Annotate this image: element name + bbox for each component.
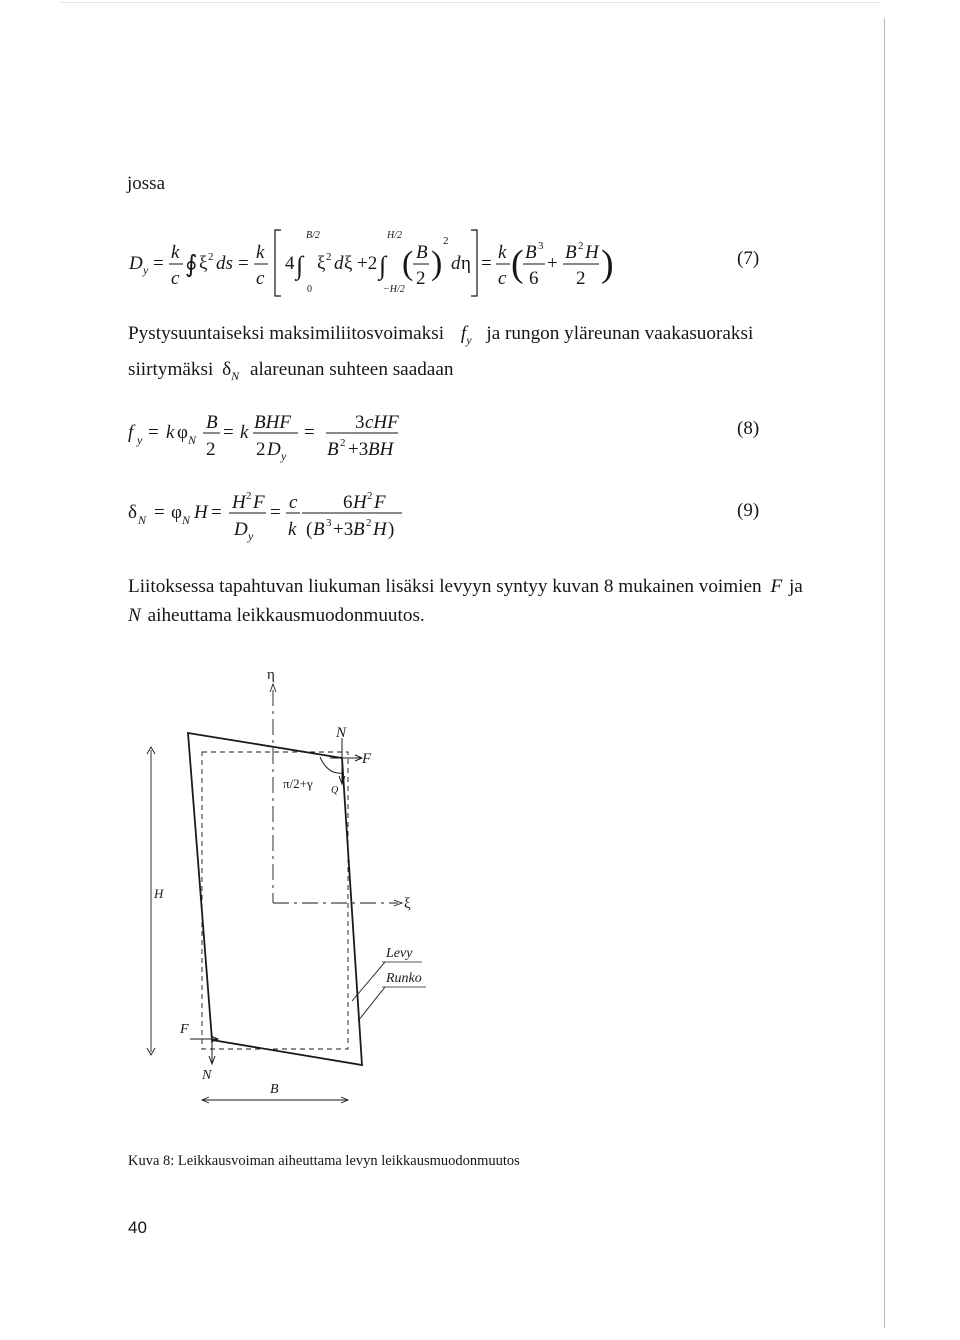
label-B: B	[270, 1082, 279, 1097]
svg-text:B: B	[565, 242, 577, 263]
page-top-edge	[60, 2, 880, 3]
svg-text:2: 2	[367, 490, 373, 502]
symbol-delta: δ	[222, 358, 232, 380]
svg-text:2: 2	[340, 437, 346, 449]
equation-9	[126, 480, 526, 550]
svg-text:3: 3	[538, 240, 544, 252]
svg-text:=: =	[148, 422, 159, 443]
svg-text:F: F	[253, 492, 265, 513]
deformed-plate	[188, 733, 362, 1065]
label-eta: η	[267, 667, 275, 683]
svg-text:BHF: BHF	[254, 412, 291, 433]
svg-text:=: =	[154, 502, 165, 523]
svg-text:y: y	[143, 263, 149, 277]
svg-text:2: 2	[246, 490, 252, 502]
svg-text:H: H	[585, 242, 599, 263]
paragraph-1-line-1: Pystysuuntaiseksi maksimiliitosvoimaksi	[128, 323, 445, 344]
label-F-top: F	[362, 751, 372, 767]
svg-text:D: D	[234, 519, 248, 540]
svg-text:cHF: cHF	[365, 412, 399, 433]
svg-text:H: H	[194, 502, 208, 523]
svg-text:y: y	[137, 433, 143, 447]
symbol-f: f	[460, 323, 467, 344]
runko-leader	[358, 987, 385, 1021]
svg-text:N: N	[138, 513, 147, 527]
svg-text:f: f	[128, 422, 134, 443]
svg-text:0: 0	[307, 284, 312, 295]
svg-text:B/2: B/2	[306, 230, 320, 241]
svg-text:ξ: ξ	[344, 253, 353, 274]
svg-text:4: 4	[285, 253, 295, 274]
svg-text:=: =	[304, 422, 315, 443]
svg-text:(: (	[306, 519, 313, 540]
paragraph-2-line-1: Liitoksessa tapahtuvan liukuman lisäksi levyyn syntyy kuvan 8 mukainen voimien	[128, 576, 762, 597]
undeformed-outline	[202, 752, 348, 1049]
svg-text:c: c	[171, 268, 180, 289]
paragraph-1	[128, 319, 808, 391]
page-number: 40	[128, 1218, 147, 1237]
svg-text:d: d	[334, 253, 344, 274]
svg-text:2: 2	[443, 235, 449, 247]
paragraph-1-line-1-rest: ja rungon yläreunan vaakasuoraksi	[486, 323, 754, 344]
equation-9-number: (9)	[737, 500, 760, 521]
svg-text:+3: +3	[348, 439, 369, 460]
svg-text:c: c	[498, 268, 507, 289]
svg-text:H: H	[232, 492, 246, 513]
svg-text:d: d	[451, 253, 461, 274]
svg-text:2: 2	[576, 268, 586, 289]
svg-text:N: N	[188, 433, 197, 447]
paragraph-1-line-2-rest: alareunan suhteen saadaan	[249, 358, 454, 380]
svg-text:): )	[388, 519, 395, 540]
svg-text:D: D	[129, 253, 143, 274]
figure-caption: Kuva 8: Leikkausvoiman aiheuttama levyn leikkausmuodonmuutos	[128, 1153, 520, 1169]
svg-text:+2: +2	[357, 253, 378, 274]
label-runko: Runko	[386, 971, 422, 986]
svg-text:6: 6	[529, 268, 539, 289]
svg-text:2: 2	[416, 268, 426, 289]
svg-text:D: D	[267, 439, 281, 460]
svg-text:k: k	[166, 422, 175, 443]
svg-text:−H/2: −H/2	[383, 284, 405, 295]
equation-7	[125, 222, 765, 302]
svg-text:6: 6	[343, 492, 353, 513]
svg-text:=: =	[211, 502, 222, 523]
svg-text:(: (	[511, 243, 524, 285]
label-angle-sub: Q	[331, 785, 339, 796]
svg-text:H/2: H/2	[387, 230, 402, 241]
symbol-F: F	[770, 576, 783, 597]
paragraph-2-line-1-end: ja	[788, 576, 803, 597]
label-angle: π/2+γ	[283, 776, 313, 791]
equation-7-number: (7)	[737, 248, 760, 269]
svg-text:ξ: ξ	[199, 253, 208, 274]
label-N-top: N	[336, 725, 347, 741]
label-levy: Levy	[386, 946, 413, 961]
svg-text:c: c	[289, 492, 298, 513]
svg-text:2: 2	[208, 251, 214, 263]
svg-text:BH: BH	[368, 439, 394, 460]
svg-text:k: k	[171, 242, 180, 263]
svg-text:φ: φ	[171, 502, 182, 523]
svg-text:k: k	[256, 242, 265, 263]
svg-text:B: B	[416, 242, 428, 263]
symbol-N: N	[128, 605, 141, 626]
svg-text:+: +	[547, 253, 558, 274]
svg-text:η: η	[461, 253, 471, 274]
svg-text:B: B	[327, 439, 339, 460]
svg-text:B: B	[353, 519, 365, 540]
svg-text:∮: ∮	[185, 252, 198, 278]
shear-deformation-figure	[130, 655, 450, 1135]
svg-text:B: B	[525, 242, 537, 263]
svg-text:=: =	[153, 253, 164, 274]
svg-text:y: y	[281, 449, 287, 463]
svg-text:2: 2	[326, 251, 332, 263]
svg-text:=: =	[223, 422, 234, 443]
svg-text:ξ: ξ	[317, 253, 326, 274]
svg-text:F: F	[374, 492, 386, 513]
svg-text:H: H	[373, 519, 387, 540]
angle-arc	[320, 757, 343, 773]
svg-text:): )	[601, 243, 614, 285]
svg-text:2: 2	[256, 439, 266, 460]
paragraph-2	[128, 572, 808, 630]
svg-text:=: =	[481, 253, 492, 274]
symbol-delta-sub: N	[231, 368, 240, 383]
paragraph-1-line-2-start: siirtymäksi	[128, 358, 214, 380]
svg-text:2: 2	[206, 439, 216, 460]
svg-text:φ: φ	[177, 422, 188, 443]
paragraph-2-line-2-rest: aiheuttama leikkausmuodonmuutos.	[147, 605, 425, 626]
svg-text:N: N	[182, 513, 191, 527]
svg-text:B: B	[206, 412, 218, 433]
svg-text:2: 2	[366, 517, 372, 529]
svg-text:3: 3	[355, 412, 365, 433]
page-margin-rule	[884, 18, 885, 1328]
svg-text:k: k	[498, 242, 507, 263]
svg-text:ds: ds	[216, 253, 233, 274]
svg-text:y: y	[248, 529, 254, 543]
svg-text:2: 2	[578, 240, 584, 252]
svg-text:H: H	[353, 492, 367, 513]
equation-8	[126, 400, 526, 470]
svg-text:(: (	[402, 245, 414, 282]
equation-8-number: (8)	[737, 418, 760, 439]
svg-text:3: 3	[326, 517, 332, 529]
label-F-bottom: F	[180, 1022, 189, 1037]
label-H: H	[154, 886, 164, 901]
svg-text:∫: ∫	[296, 251, 304, 280]
label-xi: ξ	[404, 896, 411, 912]
svg-text:B: B	[313, 519, 325, 540]
svg-text:=: =	[270, 502, 281, 523]
svg-text:k: k	[240, 422, 249, 443]
svg-text:+3: +3	[333, 519, 354, 540]
svg-text:): )	[431, 245, 443, 282]
svg-text:δ: δ	[128, 502, 137, 523]
intro-word: jossa	[127, 173, 165, 194]
svg-text:∫: ∫	[379, 251, 387, 280]
symbol-f-sub: y	[466, 332, 472, 347]
svg-text:c: c	[256, 268, 265, 289]
label-N-bottom: N	[202, 1068, 212, 1083]
svg-text:k: k	[288, 519, 297, 540]
svg-text:=: =	[238, 253, 249, 274]
